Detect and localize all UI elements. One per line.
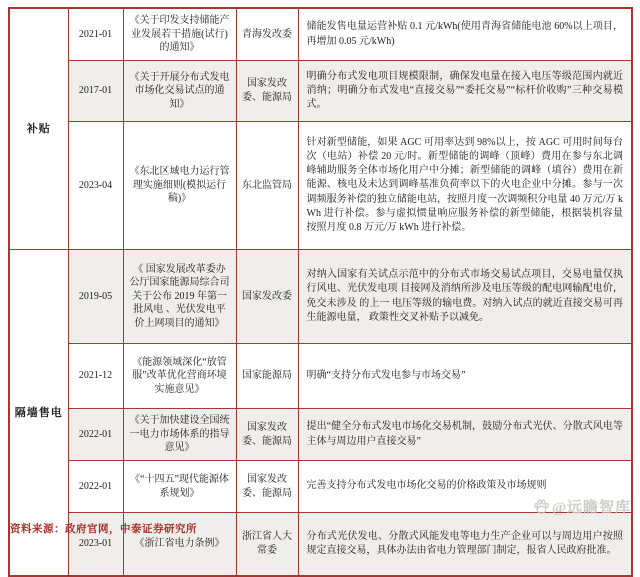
policy-row xyxy=(9,122,632,250)
agency-cell: 国家发改委、能源局 xyxy=(236,61,298,122)
agency-cell: 东北监管局 xyxy=(236,122,298,250)
energy-policy-table xyxy=(8,7,633,577)
date-cell: 2021-12 xyxy=(68,344,123,409)
date-cell: 2022-01 xyxy=(68,461,123,513)
content-cell: 储能发售电量运营补贴 0.1 元/kWh(使用青海省储能电池 60%以上项目，再增加 0.05 元/kWh) xyxy=(298,8,632,61)
content-cell: 完善支持分布式发电市场化交易的价格政策及市场规则 xyxy=(298,461,632,513)
policy-row xyxy=(9,8,632,61)
date-cell: 2019-05 xyxy=(68,250,123,344)
content-cell: 提出“健全分布式发电市场化交易机制，鼓励分布式光伏、分散式风电等主体与周边用户直接交易” xyxy=(298,409,632,461)
agency-cell: 国家发改委、能源局 xyxy=(236,461,298,513)
agency-cell: 国家发改委 xyxy=(236,250,298,344)
policy-row xyxy=(9,461,632,513)
date-cell: 2023-01 xyxy=(68,513,123,577)
policy-title-cell: 《浙江省电力条例》 xyxy=(123,513,236,577)
policy-title-cell: 《东北区域电力运行管理实施细则(模拟运行稿)》 xyxy=(123,122,236,250)
date-cell: 2022-01 xyxy=(68,409,123,461)
policy-title-cell: 《 国家发展改革委办公厅国家能源局综合司关于公布 2019 年第一批风电 、光伏发电平价上网项目的通知》 xyxy=(123,250,236,344)
policy-row xyxy=(9,344,632,409)
source-note: 资料来源：政府官网，中泰证券研究所 xyxy=(10,524,197,535)
content-cell: 明确分布式发电项目规模限制，确保发电量在接入电压等级范围内就近消纳；明确分布式发电“直接交易”“委托交易”“标杆价收购”三种交易模式。 xyxy=(298,61,632,122)
category-cell-behind-the-wall-sales: 隔墙售电 xyxy=(9,250,68,577)
date-cell: 2017-01 xyxy=(68,61,123,122)
policy-title-cell: 《关于加快建设全国统一电力市场体系的指导意见》 xyxy=(123,409,236,461)
policy-title-cell: 《“十四五”现代能源体系规划》 xyxy=(123,461,236,513)
date-cell: 2021-01 xyxy=(68,8,123,61)
category-cell-subsidy: 补贴 xyxy=(9,8,68,250)
policy-row xyxy=(9,61,632,122)
agency-cell: 国家发改委、能源局 xyxy=(236,409,298,461)
policy-row xyxy=(9,250,632,344)
content-cell: 针对新型储能，如果 AGC 可用率达到 98%以上，按 AGC 可用时间每台次（电站）补偿 20 元/时。新型储能的调峰（顶峰）费用在参与东北调峰辅助服务全体市场化用户中分摊；新型储能的调峰（填谷）费用在新能源、核电及未达到调峰基准负荷率以下的火电企业中分摊。参与一次调频服务补偿的独立储能电站，按照月度一次调频积分电量 40 万元/万 kWh 进行补偿。参与虚拟惯量响应服务补偿的新型储能，根据装机容量按照月度 0.8 万元/万 kWh 进行补偿。 xyxy=(298,122,632,250)
agency-cell: 青海发改委 xyxy=(236,8,298,61)
content-cell: 对纳入国家有关试点示范中的分布式市场交易试点项目，交易电量仅执行风电、光伏发电项 目接网及消纳所涉及电压等级的配电网输配电价，免交未涉及 的上一 电压等级的输电费。对纳入试点的就近直接交易可再生能源电量， 政策性交叉补贴予以减免。 xyxy=(298,250,632,344)
watermark-text: @远瞻智库 xyxy=(552,500,631,516)
policy-row xyxy=(9,409,632,461)
policy-title-cell: 《能源领域深化“放管服”改革优化营商环境实施意见》 xyxy=(123,344,236,409)
policy-title-cell: 《关于印发支持储能产业发展若干措施(试行)的通知》 xyxy=(123,8,236,61)
policy-title-cell: 《关于开展分布式发电市场化交易试点的通知》 xyxy=(123,61,236,122)
agency-cell: 浙江省人大常委 xyxy=(236,513,298,577)
content-cell: 分布式光伏发电、分散式风能发电等电力生产企业可以与周边用户按照规定直接交易，具体办法由省电力管理部门制定，报省人民政府批准。 xyxy=(298,513,632,577)
agency-cell: 国家能源局 xyxy=(236,344,298,409)
content-cell: 明确“支持分布式发电参与市场交易” xyxy=(298,344,632,409)
date-cell: 2023-04 xyxy=(68,122,123,250)
